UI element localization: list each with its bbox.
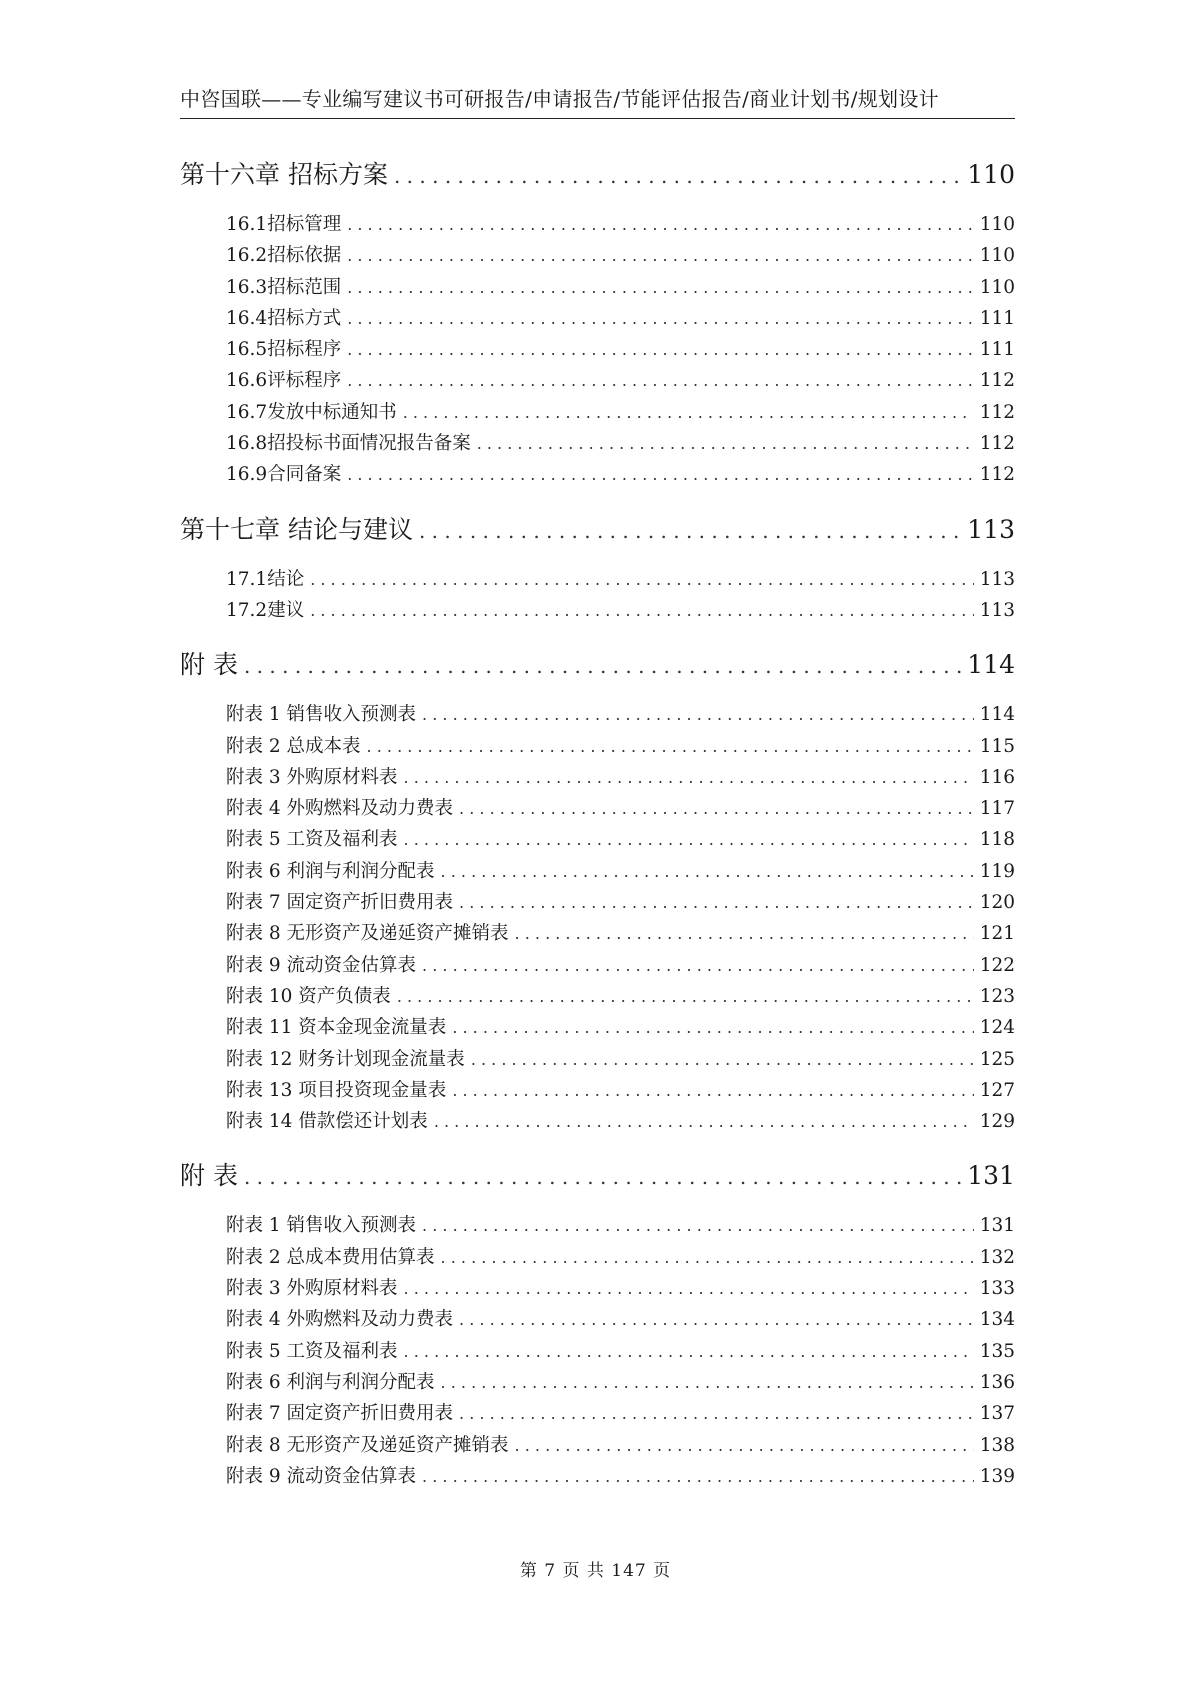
toc-entry[interactable] <box>180 595 1015 626</box>
toc-leader-dots <box>477 428 974 459</box>
toc-entry-title: 附表 9 流动资金估算表 <box>226 1465 417 1487</box>
toc-leader-dots <box>347 303 973 334</box>
toc-entry-title: 附表 5 工资及福利表 <box>226 1340 398 1362</box>
page-header: 中咨国联——专业编写建议书可研报告/申请报告/节能评估报告/商业计划书/规划设计 <box>180 80 1015 119</box>
table-of-contents <box>180 152 1015 1492</box>
toc-entry-title: 附表 1 销售收入预测表 <box>226 1215 417 1237</box>
toc-entry-title: 16.1招标管理 <box>226 214 342 235</box>
toc-entry-page: 116 <box>979 766 1015 788</box>
toc-entry-page: 113 <box>979 568 1015 590</box>
toc-entry-title: 附表 14 借款偿还计划表 <box>226 1111 428 1133</box>
toc-entry[interactable] <box>180 1461 1015 1492</box>
toc-leader-dots <box>422 699 974 730</box>
toc-entry-title: 附表 9 流动资金估算表 <box>226 954 417 976</box>
toc-entry-page: 134 <box>979 1309 1015 1331</box>
toc-entry[interactable] <box>180 1398 1015 1429</box>
toc-entry-page: 110 <box>979 276 1015 298</box>
toc-entry-page: 112 <box>979 370 1015 392</box>
toc-entry[interactable] <box>180 240 1015 271</box>
toc-entry[interactable] <box>180 209 1015 240</box>
toc-leader-dots <box>347 459 973 490</box>
toc-entry[interactable] <box>180 428 1015 459</box>
toc-entry[interactable] <box>180 1012 1015 1043</box>
toc-entry-page: 110 <box>979 214 1015 235</box>
toc-entry-page: 132 <box>979 1246 1015 1268</box>
toc-entry[interactable] <box>180 1242 1015 1273</box>
toc-entry-title: 16.8招投标书面情况报告备案 <box>226 433 471 455</box>
toc-entry-title: 附表 3 外购原材料表 <box>226 766 398 788</box>
toc-entry[interactable] <box>180 303 1015 334</box>
toc-chapter-page: 131 <box>967 1161 1015 1191</box>
toc-leader-dots <box>422 1461 974 1492</box>
toc-entry-title: 16.6评标程序 <box>226 370 342 392</box>
toc-leader-dots <box>397 981 974 1012</box>
toc-entry-title: 附表 12 财务计划现金流量表 <box>226 1048 465 1070</box>
toc-entry-page: 117 <box>979 798 1015 820</box>
toc-entry[interactable] <box>180 1273 1015 1304</box>
toc-leader-dots <box>347 209 973 240</box>
toc-entry-page: 115 <box>979 735 1015 757</box>
toc-leader-dots <box>404 824 974 855</box>
toc-entry-page: 120 <box>979 892 1015 914</box>
toc-entry-title: 16.7发放中标通知书 <box>226 401 397 423</box>
toc-entry[interactable] <box>180 1336 1015 1367</box>
toc-leader-dots <box>441 856 974 887</box>
toc-entry[interactable] <box>180 981 1015 1012</box>
toc-leader-dots <box>422 950 974 981</box>
toc-entry[interactable] <box>180 1210 1015 1241</box>
toc-entry-title: 附表 4 外购燃料及动力费表 <box>226 798 454 820</box>
toc-entry-title: 附表 2 总成本表 <box>226 735 361 757</box>
toc-chapter-page: 114 <box>967 650 1015 680</box>
toc-leader-dots <box>459 1304 974 1335</box>
toc-leader-dots <box>244 1154 961 1200</box>
toc-leader-dots <box>419 508 961 554</box>
toc-entry[interactable] <box>180 272 1015 303</box>
toc-entry-page: 121 <box>979 923 1015 945</box>
toc-leader-dots <box>347 334 973 365</box>
toc-entry-page: 124 <box>979 1017 1015 1039</box>
toc-leader-dots <box>347 272 973 303</box>
toc-entry-title: 16.5招标程序 <box>226 339 342 361</box>
toc-leader-dots <box>404 1336 974 1367</box>
toc-leader-dots <box>452 1075 973 1106</box>
toc-leader-dots <box>459 887 974 918</box>
toc-entry-page: 135 <box>979 1340 1015 1362</box>
toc-entry-page: 112 <box>979 401 1015 423</box>
toc-entry-page: 129 <box>979 1111 1015 1133</box>
toc-leader-dots <box>441 1367 974 1398</box>
toc-entry-title: 附表 5 工资及福利表 <box>226 829 398 851</box>
toc-leader-dots <box>404 762 974 793</box>
toc-entry-title: 附表 8 无形资产及递延资产摊销表 <box>226 923 509 945</box>
toc-entry-page: 110 <box>979 245 1015 267</box>
toc-entry-page: 131 <box>979 1215 1015 1237</box>
toc-appendix-tables[interactable] <box>180 642 1015 688</box>
toc-chapter-title: 附 表 <box>180 650 238 680</box>
toc-entry-title: 16.4招标方式 <box>226 307 342 329</box>
toc-entry-page: 111 <box>979 307 1015 329</box>
toc-entry[interactable] <box>180 564 1015 595</box>
toc-entry[interactable] <box>180 1044 1015 1075</box>
toc-entry-title: 附表 10 资产负债表 <box>226 985 391 1007</box>
toc-leader-dots <box>515 1430 974 1461</box>
toc-entry-title: 17.1结论 <box>226 568 305 590</box>
toc-leader-dots <box>471 1044 974 1075</box>
toc-entry[interactable] <box>180 334 1015 365</box>
toc-chapter-title: 第十六章 招标方案 <box>180 160 388 189</box>
toc-leader-dots <box>422 1210 974 1241</box>
toc-entry-title: 附表 3 外购原材料表 <box>226 1278 398 1300</box>
toc-leader-dots <box>367 731 974 762</box>
toc-entry[interactable] <box>180 365 1015 396</box>
toc-entry-title: 17.2建议 <box>226 599 305 621</box>
toc-entry[interactable] <box>180 856 1015 887</box>
toc-entry-page: 112 <box>979 433 1015 455</box>
toc-entry-page: 119 <box>979 860 1015 882</box>
toc-leader-dots <box>441 1242 974 1273</box>
toc-entry-title: 附表 7 固定资产折旧费用表 <box>226 1403 454 1425</box>
toc-entry[interactable] <box>180 1075 1015 1106</box>
toc-leader-dots <box>515 918 974 949</box>
toc-entry[interactable] <box>180 950 1015 981</box>
toc-entry[interactable] <box>180 762 1015 793</box>
toc-entry[interactable] <box>180 699 1015 730</box>
toc-chapter-title: 第十七章 结论与建议 <box>180 514 413 544</box>
toc-entry-page: 138 <box>979 1434 1015 1456</box>
toc-entry-title: 附表 6 利润与利润分配表 <box>226 860 435 882</box>
toc-entry-page: 127 <box>979 1079 1015 1101</box>
toc-chapter-title: 附 表 <box>180 1161 238 1191</box>
toc-entry-title: 附表 7 固定资产折旧费用表 <box>226 892 454 914</box>
toc-leader-dots <box>403 397 974 428</box>
toc-entry[interactable] <box>180 918 1015 949</box>
toc-leader-dots <box>347 240 973 271</box>
toc-leader-dots <box>310 595 973 626</box>
toc-entry-title: 附表 2 总成本费用估算表 <box>226 1246 435 1268</box>
toc-entry-title: 附表 11 资本金现金流量表 <box>226 1017 447 1039</box>
toc-entry[interactable] <box>180 731 1015 762</box>
toc-leader-dots <box>394 153 961 199</box>
toc-entry-page: 122 <box>979 954 1015 976</box>
toc-entry-title: 附表 1 销售收入预测表 <box>226 704 417 726</box>
toc-entry[interactable] <box>180 824 1015 855</box>
toc-entry-page: 139 <box>979 1465 1015 1487</box>
toc-entry-page: 123 <box>979 985 1015 1007</box>
toc-entry[interactable] <box>180 1304 1015 1335</box>
toc-appendix-tables-2[interactable] <box>180 1153 1015 1199</box>
toc-entry-title: 16.2招标依据 <box>226 245 342 267</box>
toc-entry-title: 附表 8 无形资产及递延资产摊销表 <box>226 1434 509 1456</box>
toc-entry[interactable] <box>180 1367 1015 1398</box>
toc-chapter-16[interactable] <box>180 152 1015 198</box>
toc-leader-dots <box>244 643 961 689</box>
toc-leader-dots <box>459 1398 974 1429</box>
toc-entry-page: 118 <box>979 829 1015 851</box>
toc-entry-title: 16.9合同备案 <box>226 464 342 486</box>
toc-entry-title: 附表 6 利润与利润分配表 <box>226 1371 435 1393</box>
toc-entry-page: 113 <box>979 599 1015 621</box>
toc-chapter-17[interactable] <box>180 507 1015 553</box>
toc-leader-dots <box>347 365 973 396</box>
toc-entry-page: 112 <box>979 464 1015 486</box>
toc-leader-dots <box>310 564 973 595</box>
toc-entry[interactable] <box>180 1106 1015 1137</box>
toc-leader-dots <box>459 793 974 824</box>
toc-entry-page: 136 <box>979 1371 1015 1393</box>
toc-chapter-page: 113 <box>967 514 1015 544</box>
toc-entry-page: 111 <box>979 339 1015 361</box>
toc-entry[interactable] <box>180 793 1015 824</box>
toc-entry[interactable] <box>180 1430 1015 1461</box>
toc-entry-page: 125 <box>979 1048 1015 1070</box>
toc-chapter-page: 110 <box>967 160 1015 189</box>
toc-entry-page: 137 <box>979 1403 1015 1425</box>
toc-leader-dots <box>434 1106 974 1137</box>
toc-leader-dots <box>404 1273 974 1304</box>
toc-entry[interactable] <box>180 459 1015 490</box>
toc-entry[interactable] <box>180 887 1015 918</box>
toc-leader-dots <box>452 1012 973 1043</box>
toc-entry-title: 附表 13 项目投资现金量表 <box>226 1079 447 1101</box>
toc-entry-title: 16.3招标范围 <box>226 276 342 298</box>
page-footer: 第 7 页 共 147 页 <box>519 1561 672 1581</box>
toc-entry-page: 133 <box>979 1278 1015 1300</box>
toc-entry[interactable] <box>180 397 1015 428</box>
toc-entry-title: 附表 4 外购燃料及动力费表 <box>226 1309 454 1331</box>
toc-entry-page: 114 <box>979 704 1015 726</box>
